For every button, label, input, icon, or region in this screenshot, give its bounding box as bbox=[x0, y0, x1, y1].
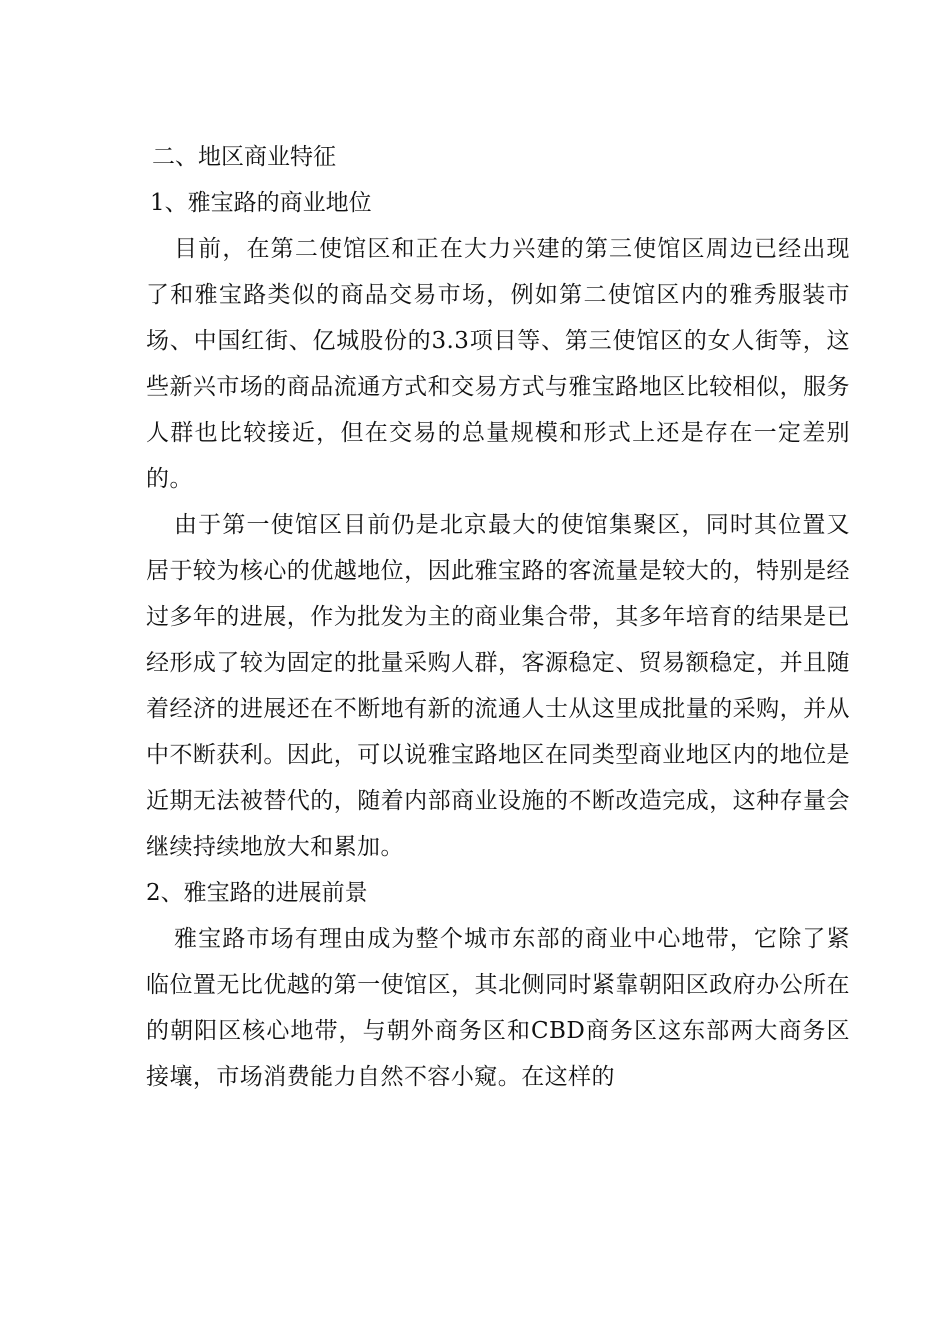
paragraph-commercial-center: 雅宝路市场有理由成为整个城市东部的商业中心地带，它除了紧临位置无比优越的第一使馆区，其北侧同时紧靠朝阳区政府办公所在的朝阳区核心地带，与朝外商务区和CBD商务区这东部两大商务区接壤，市场消费能力自然不容小窥。在这样的 bbox=[146, 926, 850, 1090]
subsection-heading-commercial-status: 1、雅宝路的商业地位 bbox=[150, 190, 372, 216]
section-heading: 二、地区商业特征 bbox=[152, 144, 336, 170]
paragraph-new-markets: 目前，在第二使馆区和正在大力兴建的第三使馆区周边已经出现了和雅宝路类似的商品交易市场，例如第二使馆区内的雅秀服装市场、中国红街、亿城股份的3.3项目等、第三使馆区的女人街等，这些新兴市场的商品流通方式和交易方式与雅宝路地区比较相似，服务人群也比较接近，但在交易的总量规模和形式上还是存在一定差别的。 bbox=[146, 236, 850, 492]
document-body bbox=[146, 134, 850, 1100]
subsection-heading-prospects: 2、雅宝路的进展前景 bbox=[146, 880, 368, 906]
paragraph-embassy-district: 由于第一使馆区目前仍是北京最大的使馆集聚区，同时其位置又居于较为核心的优越地位，因此雅宝路的客流量是较大的，特别是经过多年的进展，作为批发为主的商业集合带，其多年培育的结果是已经形成了较为固定的批量采购人群，客源稳定、贸易额稳定，并且随着经济的进展还在不断地有新的流通人士从这里成批量的采购，并从中不断获利。因此，可以说雅宝路地区在同类型商业地区内的地位是近期无法被替代的，随着内部商业设施的不断改造完成，这种存量会继续持续地放大和累加。 bbox=[146, 512, 850, 860]
